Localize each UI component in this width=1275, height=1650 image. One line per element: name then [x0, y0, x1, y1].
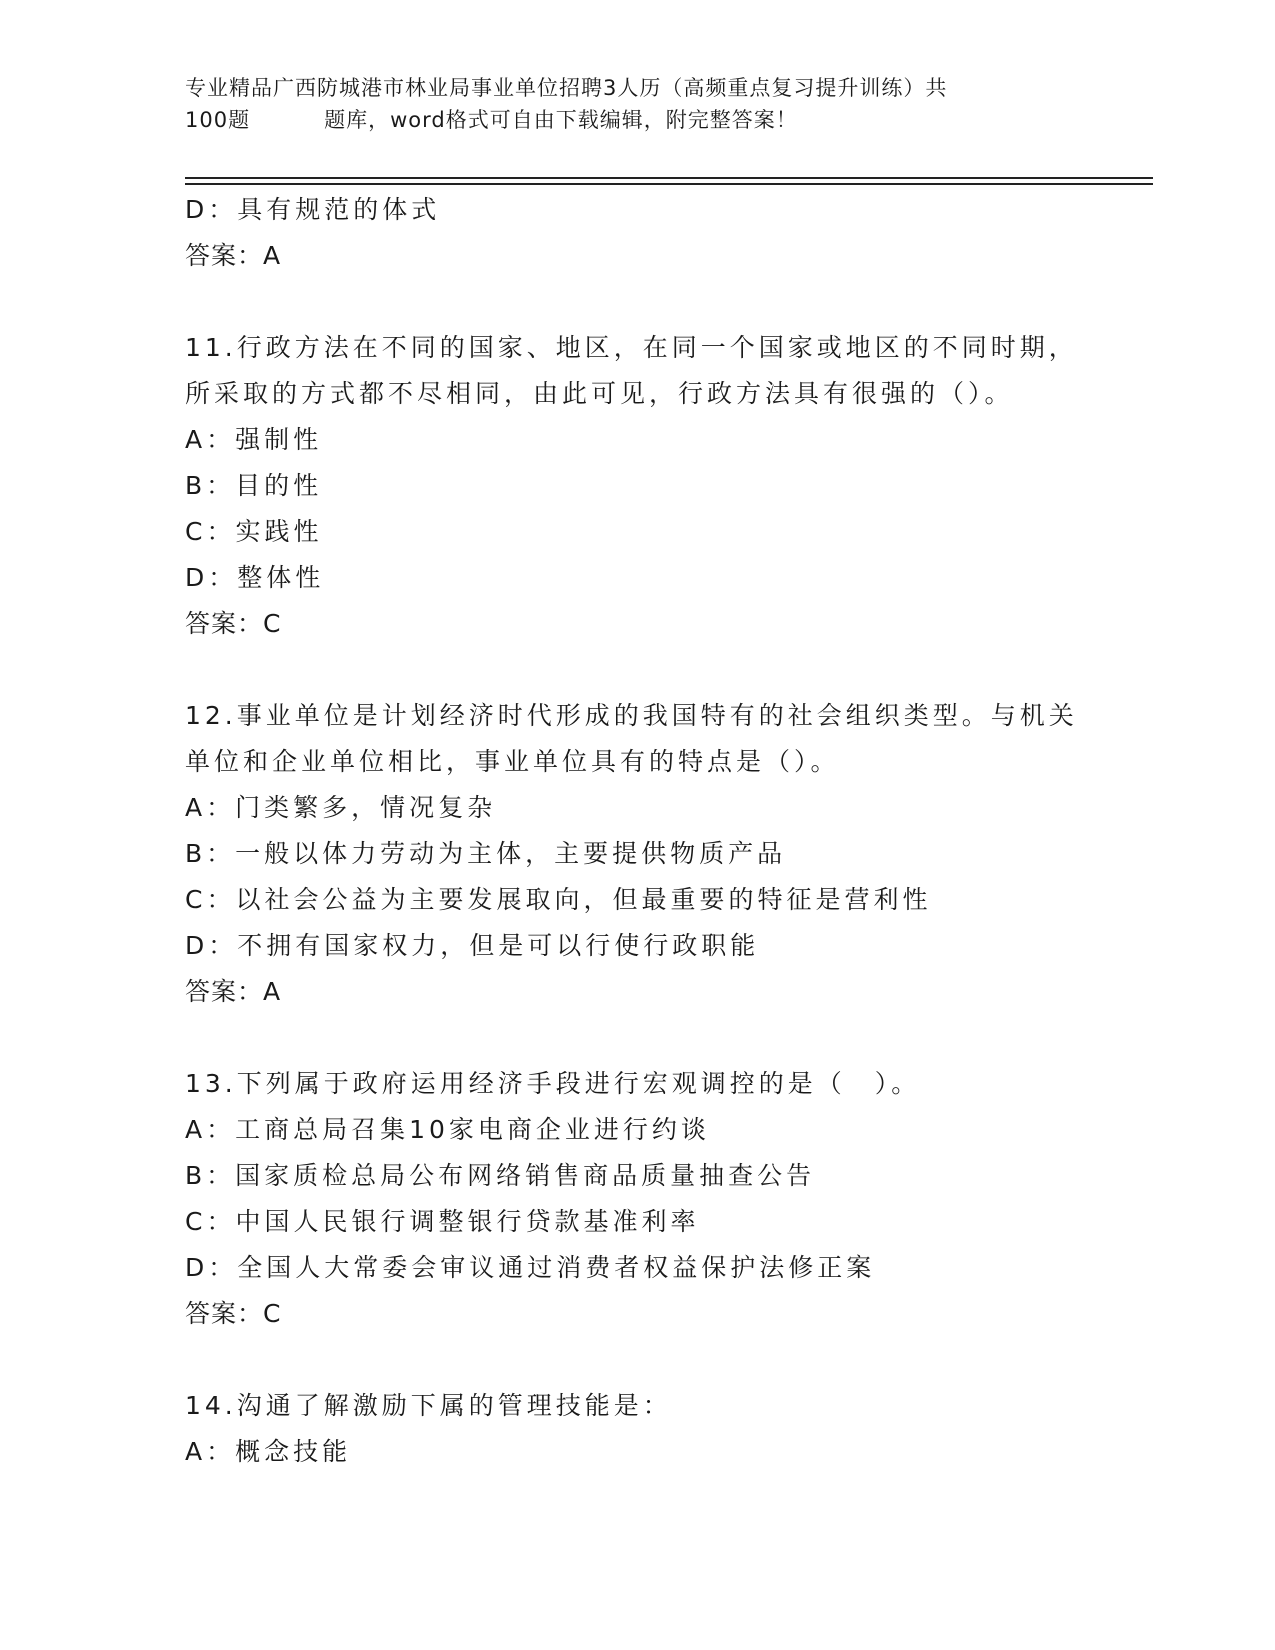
- answer-line: 答案：A: [185, 977, 282, 1006]
- document-header: [185, 72, 1085, 136]
- option-text: C：以社会公益为主要发展取向，但最重要的特征是营利性: [185, 885, 932, 914]
- question-block: [185, 693, 1145, 1015]
- question-text: 12.事业单位是计划经济时代形成的我国特有的社会组织类型。与机关: [185, 701, 1078, 730]
- option-text: C：实践性: [185, 517, 323, 546]
- option-text: B：国家质检总局公布网络销售商品质量抽查公告: [185, 1161, 816, 1190]
- spacer: [185, 1337, 1145, 1383]
- spacer: [185, 1015, 1145, 1061]
- option-text: A：概念技能: [185, 1437, 352, 1466]
- question-text: 13.下列属于政府运用经济手段进行宏观调控的是（ ）。: [185, 1069, 921, 1098]
- header-line-2: [185, 104, 1085, 136]
- question-text: 14.沟通了解激励下属的管理技能是：: [185, 1391, 672, 1420]
- answer-line: 答案：C: [185, 609, 282, 638]
- header-count: 100题: [185, 108, 251, 132]
- header-divider-bottom: [185, 183, 1153, 185]
- spacer: [185, 647, 1145, 693]
- document-body: [185, 187, 1145, 1475]
- header-divider-top: [185, 177, 1153, 179]
- question-text: 所采取的方式都不尽相同，由此可见，行政方法具有很强的（）。: [185, 379, 1014, 408]
- option-text: D：不拥有国家权力，但是可以行使行政职能: [185, 931, 760, 960]
- question-text: 11.行政方法在不同的国家、地区，在同一个国家或地区的不同时期，: [185, 333, 1078, 362]
- header-description: 题库，word格式可自由下载编辑，附完整答案！: [324, 108, 798, 132]
- option-text: A：门类繁多，情况复杂: [185, 793, 497, 822]
- option-text: C：中国人民银行调整银行贷款基准利率: [185, 1207, 700, 1236]
- option-text: D：整体性: [185, 563, 325, 592]
- question-text: 单位和企业单位相比，事业单位具有的特点是（）。: [185, 747, 840, 776]
- option-text: D：具有规范的体式: [185, 195, 441, 224]
- spacer: [185, 279, 1145, 325]
- answer-line: 答案：A: [185, 241, 282, 270]
- answer-line: 答案：C: [185, 1299, 282, 1328]
- option-text: B：一般以体力劳动为主体，主要提供物质产品: [185, 839, 787, 868]
- question-block: [185, 325, 1145, 647]
- header-line-1: 专业精品广西防城港市林业局事业单位招聘3人历（高频重点复习提升训练）共: [185, 76, 948, 100]
- option-text: B：目的性: [185, 471, 323, 500]
- question-block: [185, 1383, 1145, 1475]
- option-text: D：全国人大常委会审议通过消费者权益保护法修正案: [185, 1253, 876, 1282]
- option-text: A：强制性: [185, 425, 323, 454]
- question-block: [185, 1061, 1145, 1337]
- option-text: A：工商总局召集10家电商企业进行约谈: [185, 1115, 710, 1144]
